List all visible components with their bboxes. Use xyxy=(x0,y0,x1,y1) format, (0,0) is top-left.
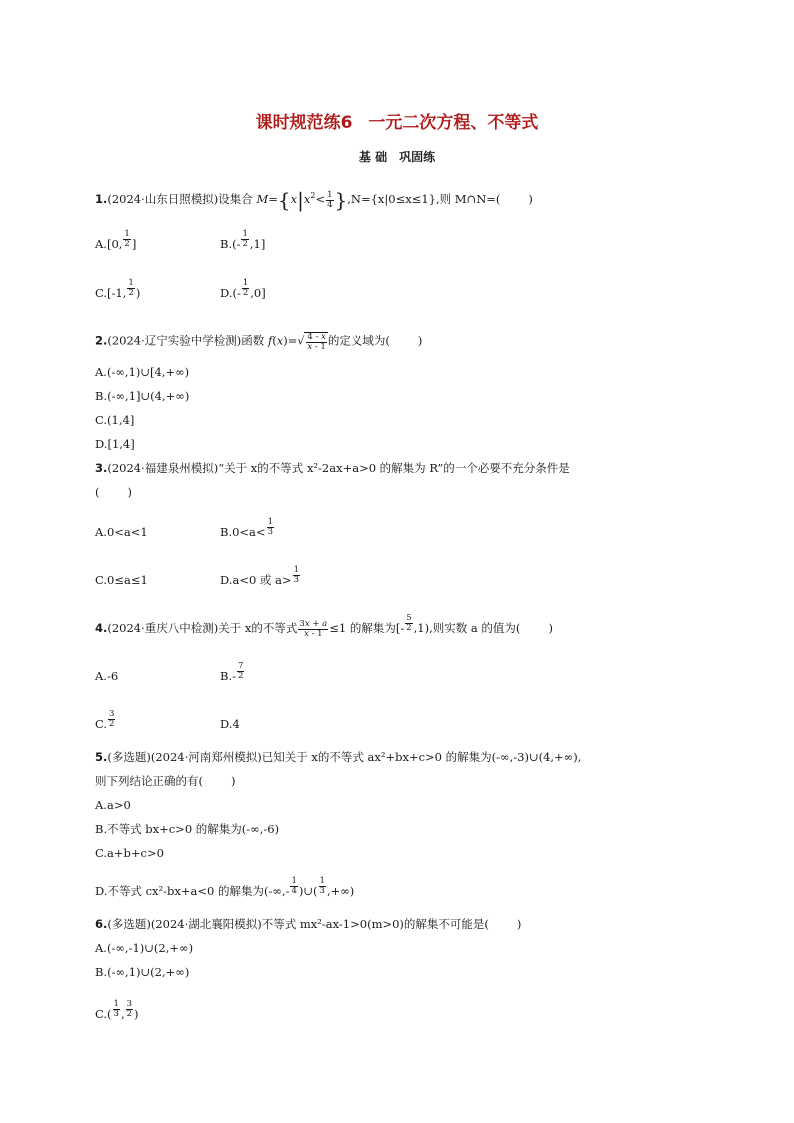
q1-option-c[interactable]: C.[-1, $\frac{1}{2}$ ) xyxy=(95,278,141,300)
question-5-stem-cont: 则下列结论正确的有( ) xyxy=(95,774,236,788)
question-6-stem: 6.(多选题)(2024·湖北襄阳模拟)不等式 mx²-ax-1>0(m>0)的解集不可能是( ) xyxy=(95,917,522,931)
q5-option-b[interactable]: B.不等式 bx+c>0 的解集为(-∞,-6) xyxy=(95,822,280,836)
q4-option-c[interactable]: C. $\frac{3}{2}$ xyxy=(95,709,115,731)
q2-option-a[interactable]: A.(-∞,1)∪[4,+∞) xyxy=(95,365,190,379)
question-3-stem-cont: ( ) xyxy=(95,485,132,499)
q2-option-c[interactable]: C.(1,4] xyxy=(95,413,135,427)
q4-option-a[interactable]: A.-6 xyxy=(95,669,119,683)
page-title xyxy=(0,108,794,133)
question-4-stem: 4.(2024·重庆八中检测)关于 x的不等式 $\frac{3x + a}{x - 1}$ ≤1 的解集为[- $\frac{5}{2}$ ,1),则实数 a 的值为( ) xyxy=(95,613,553,639)
q3-option-a[interactable]: A.0<a<1 xyxy=(95,525,148,539)
q6-option-b[interactable]: B.(-∞,1)∪(2,+∞) xyxy=(95,965,190,979)
q2-sqrt: √ $\frac{4 - x}{x - 1}$ xyxy=(297,332,326,352)
question-3-stem: 3.(2024·福建泉州模拟)“关于 x的不等式 x²-2ax+a>0 的解集为 R”的一个必要不充分条件是 xyxy=(95,461,570,475)
q3-option-b[interactable]: B.0<a< $\frac{1}{3}$ xyxy=(220,517,273,539)
q6-option-a[interactable]: A.(-∞,-1)∪(2,+∞) xyxy=(95,941,194,955)
q5-option-c[interactable]: C.a+b+c>0 xyxy=(95,846,164,860)
q5-option-a[interactable]: A.a>0 xyxy=(95,798,131,812)
q2-option-d[interactable]: D.[1,4] xyxy=(95,437,135,451)
q3-option-d[interactable]: D.a<0 或 a> $\frac{1}{3}$ xyxy=(220,565,299,587)
q3-option-c[interactable]: C.0≤a≤1 xyxy=(95,573,148,587)
q1-option-a[interactable]: A.[0, $\frac{1}{2}$ ] xyxy=(95,229,137,251)
title-topic: 一元二次方程、不等式 xyxy=(368,113,539,133)
section-label: 基 础 xyxy=(358,150,388,164)
q1-set-fraction: $\frac{1}{4}$ xyxy=(327,190,333,210)
question-2-stem: 2.(2024·辽宁实验中学检测)函数 f(x)=√ $\frac{4 - x}{x - 1}$ 的定义域为( ) xyxy=(95,332,423,352)
q1-option-b[interactable]: B.(- $\frac{1}{2}$ ,1] xyxy=(220,229,266,251)
q4-fraction: $\frac{3x + a}{x - 1}$ xyxy=(299,619,328,639)
q4-option-b[interactable]: B.- $\frac{7}{2}$ xyxy=(220,661,244,683)
section-heading xyxy=(0,148,794,165)
q5-option-d[interactable]: D.不等式 cx²-bx+a<0 的解集为(-∞,- $\frac{1}{4}$ )∪( $\frac{1}{3}$ ,+∞) xyxy=(95,876,355,898)
q2-option-b[interactable]: B.(-∞,1]∪(4,+∞) xyxy=(95,389,190,403)
q6-option-c[interactable]: C.( $\frac{1}{3}$ , $\frac{3}{2}$ ) xyxy=(95,999,139,1021)
title-lesson: 课时规范练6 xyxy=(255,113,353,133)
question-5-stem: 5.(多选题)(2024·河南郑州模拟)已知关于 x的不等式 ax²+bx+c>0 的解集为(-∞,-3)∪(4,+∞), xyxy=(95,750,582,764)
q4-option-d[interactable]: D.4 xyxy=(220,717,240,731)
q1-option-d[interactable]: D.(- $\frac{1}{2}$ ,0] xyxy=(220,278,266,300)
question-1-stem: 1.(2024·山东日照模拟)设集合 $M=\{x|x^2<$ $\frac{1}{4}$ },N={x|0≤x≤1},则 M∩N=( ) xyxy=(95,188,533,212)
section-sublabel: 巩固练 xyxy=(399,150,436,164)
